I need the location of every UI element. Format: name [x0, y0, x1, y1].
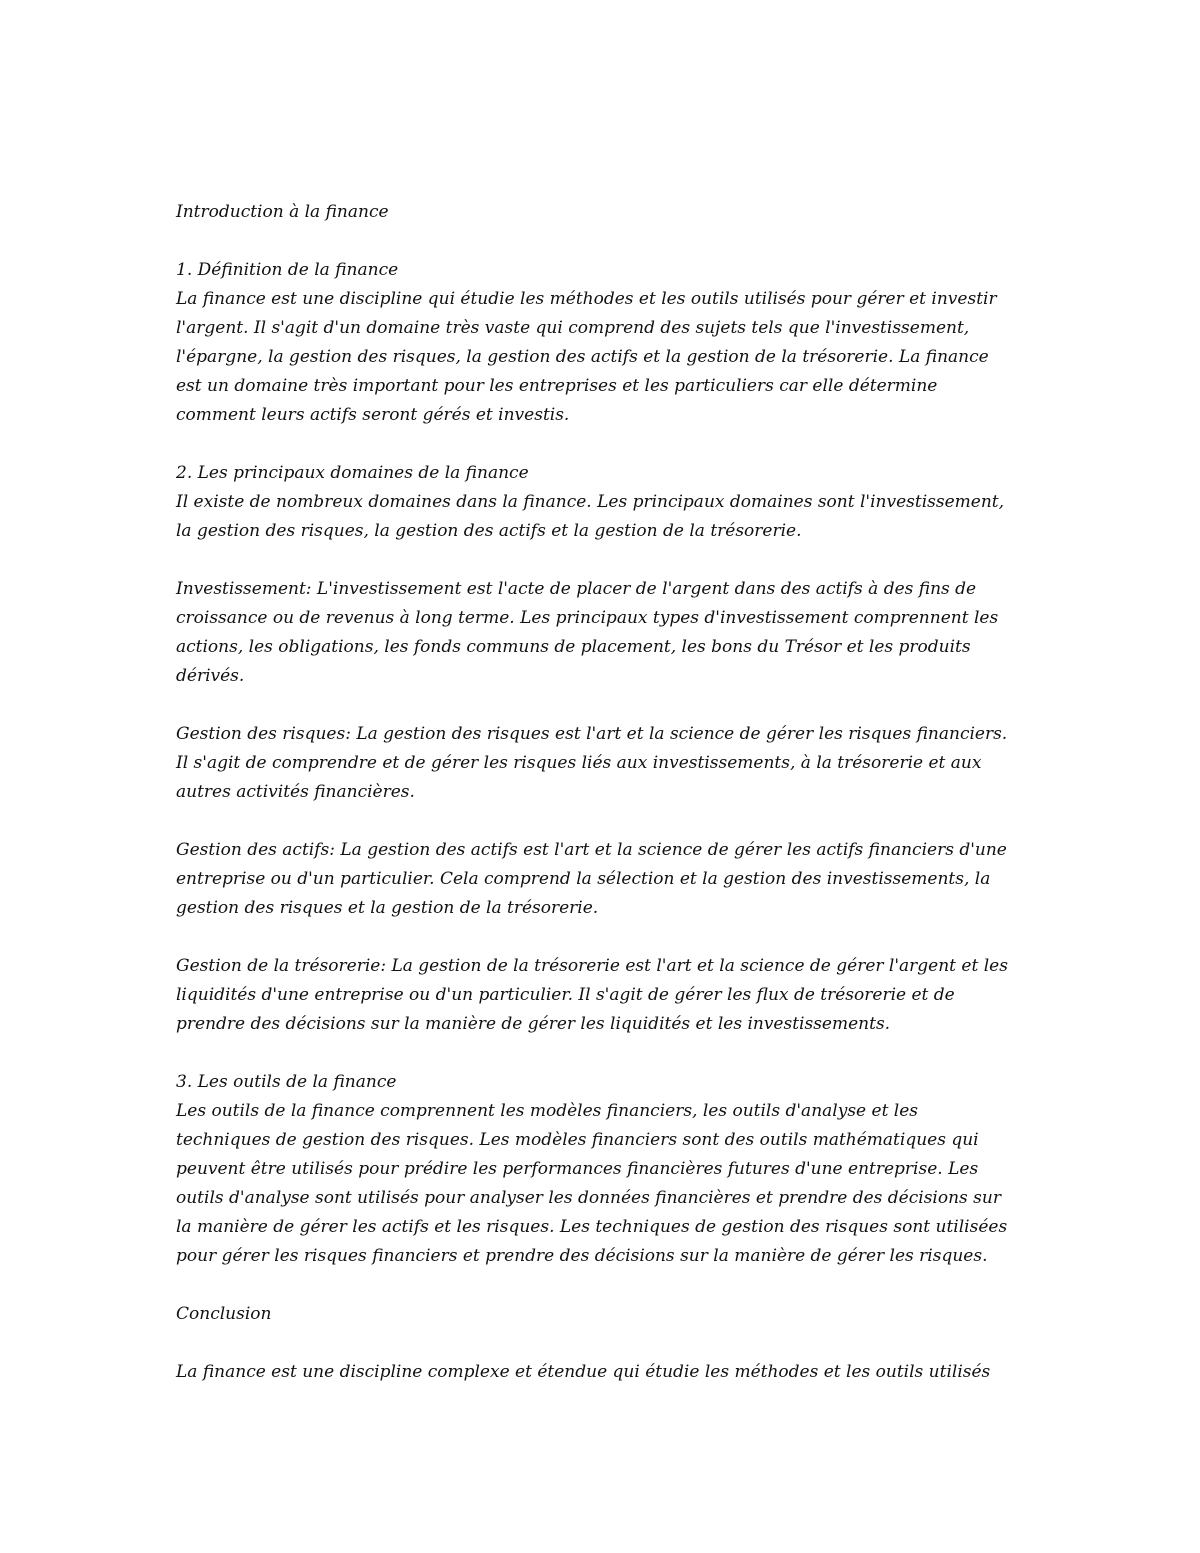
section-heading: 1. Définition de la finance [176, 260, 399, 280]
paragraph-line: autres activités financières. [176, 782, 415, 802]
document-body [176, 198, 1036, 1387]
paragraph-line: comment leurs actifs seront gérés et investis. [176, 405, 570, 425]
conclusion-heading [176, 1300, 1036, 1329]
section-domains [176, 459, 1036, 546]
paragraph-line: Gestion de la trésorerie: La gestion de la trésorerie est l'art et la science de gérer l'argent et les [176, 956, 1008, 976]
paragraph-line: croissance ou de revenus à long terme. Les principaux types d'investissement comprennent les [176, 608, 999, 628]
document-title [176, 198, 1036, 227]
paragraph-investissement [176, 575, 1036, 691]
paragraph-gestion-tresorerie [176, 952, 1036, 1039]
paragraph-line: La finance est une discipline qui étudie les méthodes et les outils utilisés pour gérer et investir [176, 289, 997, 309]
paragraph-line: Il s'agit de comprendre et de gérer les risques liés aux investissements, à la trésorerie et aux [176, 753, 982, 773]
paragraph-line: pour gérer les risques financiers et prendre des décisions sur la manière de gérer les risques. [176, 1246, 988, 1266]
paragraph-gestion-risques [176, 720, 1036, 807]
paragraph-line: l'argent. Il s'agit d'un domaine très vaste qui comprend des sujets tels que l'investissement, [176, 318, 970, 338]
paragraph-line: la gestion des risques, la gestion des actifs et la gestion de la trésorerie. [176, 521, 802, 541]
paragraph-line: actions, les obligations, les fonds communs de placement, les bons du Trésor et les produits [176, 637, 971, 657]
section-heading: 3. Les outils de la finance [176, 1072, 397, 1092]
paragraph-gestion-actifs [176, 836, 1036, 923]
paragraph-line: est un domaine très important pour les entreprises et les particuliers car elle détermine [176, 376, 938, 396]
paragraph-line: l'épargne, la gestion des risques, la gestion des actifs et la gestion de la trésorerie. La finance [176, 347, 989, 367]
paragraph-line: Gestion des actifs: La gestion des actifs est l'art et la science de gérer les actifs financiers d'une [176, 840, 1007, 860]
paragraph-line: Il existe de nombreux domaines dans la finance. Les principaux domaines sont l'investissement, [176, 492, 1005, 512]
section-heading: Conclusion [176, 1304, 272, 1324]
paragraph-line: liquidités d'une entreprise ou d'un particulier. Il s'agit de gérer les flux de trésorerie et de [176, 985, 955, 1005]
section-definition [176, 256, 1036, 430]
section-tools [176, 1068, 1036, 1271]
paragraph-line: prendre des décisions sur la manière de gérer les liquidités et les investissements. [176, 1014, 891, 1034]
paragraph-line: Gestion des risques: La gestion des risques est l'art et la science de gérer les risques financiers. [176, 724, 1008, 744]
paragraph-line: outils d'analyse sont utilisés pour analyser les données financières et prendre des décisions sur [176, 1188, 1001, 1208]
paragraph-line: la manière de gérer les actifs et les risques. Les techniques de gestion des risques sont utilisées [176, 1217, 1008, 1237]
paragraph-line: peuvent être utilisés pour prédire les performances financières futures d'une entreprise. Les [176, 1159, 979, 1179]
title-line: Introduction à la finance [176, 202, 389, 222]
paragraph-line: dérivés. [176, 666, 245, 686]
paragraph-line: gestion des risques et la gestion de la trésorerie. [176, 898, 599, 918]
paragraph-line: Les outils de la finance comprennent les modèles financiers, les outils d'analyse et les [176, 1101, 919, 1121]
conclusion-paragraph [176, 1358, 1036, 1387]
paragraph-line: La finance est une discipline complexe et étendue qui étudie les méthodes et les outils utilisés [176, 1362, 991, 1382]
paragraph-line: techniques de gestion des risques. Les modèles financiers sont des outils mathématiques qui [176, 1130, 979, 1150]
paragraph-line: entreprise ou d'un particulier. Cela comprend la sélection et la gestion des investissements, la [176, 869, 991, 889]
paragraph-line: Investissement: L'investissement est l'acte de placer de l'argent dans des actifs à des fins de [176, 579, 977, 599]
section-heading: 2. Les principaux domaines de la finance [176, 463, 529, 483]
